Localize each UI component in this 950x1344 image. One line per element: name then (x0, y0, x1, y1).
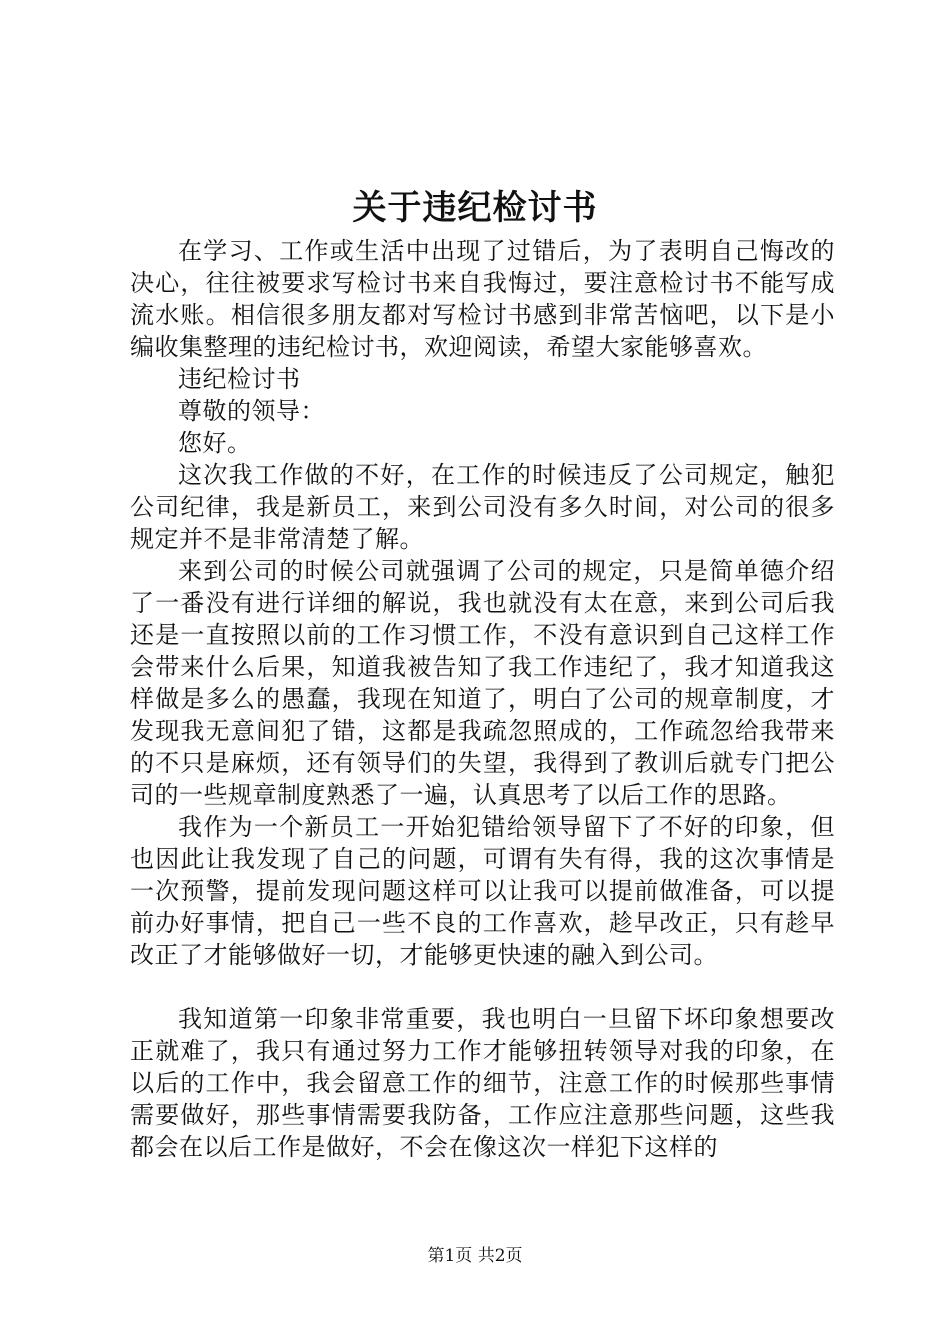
page-number: 第1页 共2页 (427, 1246, 523, 1266)
body-paragraph: 我知道第一印象非常重要，我也明白一旦留下坏印象想要改正就难了，我只有通过努力工作才能够扭转领导对我的印象，在以后的工作中，我会留意工作的细节，注意工作的时候那些事情需要做好，那些事情需要我防备，工作应注意那些问题，这些我都会在以后工作是做好，不会在像这次一样犯下这样的 (130, 1005, 835, 1161)
document-title: 关于违纪检讨书 (352, 188, 598, 228)
salutation: 尊敬的领导： (178, 397, 325, 425)
body-paragraph: 这次我工作做的不好，在工作的时候违反了公司规定，触犯公司纪律，我是新员工，来到公司没有多久时间，对公司的很多规定并不是非常清楚了解。 (130, 461, 835, 553)
intro-paragraph: 在学习、工作或生活中出现了过错后，为了表明自己悔改的决心，往往被要求写检讨书来自我悔过，要注意检讨书不能写成流水账。相信很多朋友都对写检讨书感到非常苦恼吧，以下是小编收集整理的违纪检讨书，欢迎阅读，希望大家能够喜欢。 (130, 237, 835, 361)
paragraph-spacer (130, 971, 835, 1003)
document-body (130, 235, 835, 1163)
greeting: 您好。 (178, 429, 252, 457)
letter-heading: 违纪检讨书 (178, 365, 301, 393)
body-paragraph: 我作为一个新员工一开始犯错给领导留下了不好的印象，但也因此让我发现了自己的问题，可谓有失有得，我的这次事情是一次预警，提前发现问题这样可以让我可以提前做准备，可以提前办好事情，把自己一些不良的工作喜欢，趁早改正，只有趁早改正了才能够做好一切，才能够更快速的融入到公司。 (130, 813, 835, 969)
body-paragraph: 来到公司的时候公司就强调了公司的规定，只是简单德介绍了一番没有进行详细的解说，我也就没有太在意，来到公司后我还是一直按照以前的工作习惯工作，不没有意识到自己这样工作会带来什么后果，知道我被告知了我工作违纪了，我才知道我这样做是多么的愚蠢，我现在知道了，明白了公司的规章制度，才发现我无意间犯了错，这都是我疏忽照成的，工作疏忽给我带来的不只是麻烦，还有领导们的失望，我得到了教训后就专门把公司的一些规章制度熟悉了一遍，认真思考了以后工作的思路。 (130, 557, 835, 809)
